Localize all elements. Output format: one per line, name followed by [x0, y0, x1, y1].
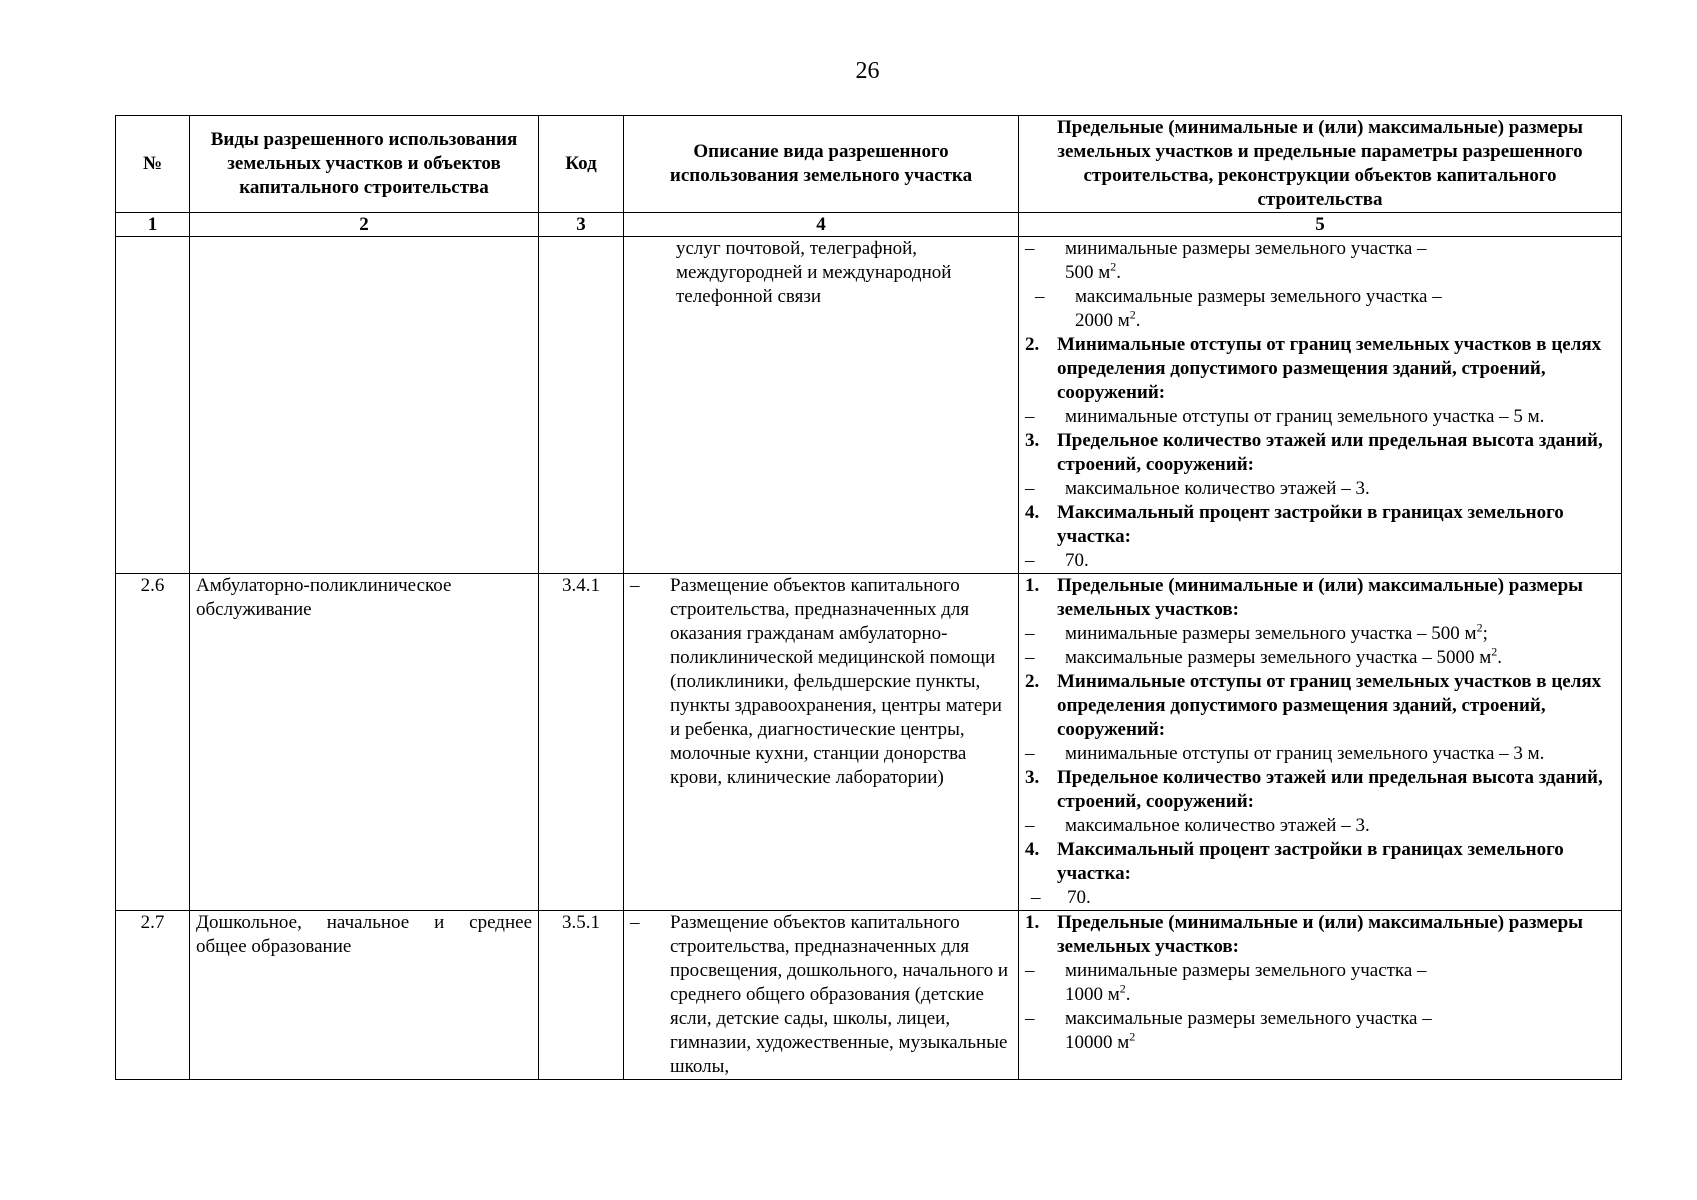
column-number: 2 — [190, 213, 539, 237]
param-heading — [1025, 429, 1615, 477]
param-heading — [1025, 838, 1615, 886]
dash-marker: – — [1025, 623, 1035, 644]
param-tail: . — [1116, 262, 1122, 283]
row-description — [624, 237, 1019, 574]
column-number: 3 — [539, 213, 624, 237]
header-code: Код — [539, 116, 624, 213]
table-row — [116, 237, 1622, 574]
param-heading — [1025, 501, 1615, 549]
description-continuation: услуг почтовой, телеграфной, междугородней и международной телефонной связи — [676, 238, 952, 307]
param-sup: 2 — [1129, 307, 1136, 322]
use-type-line: Дошкольное, начальное и среднее — [196, 912, 532, 933]
table-row — [116, 911, 1622, 1080]
param-value: 1000 м — [1065, 984, 1120, 1005]
table-row — [116, 574, 1622, 911]
row-number: 2.7 — [116, 911, 190, 1080]
param-tail: ; — [1482, 623, 1488, 644]
param-heading-text: Максимальный процент застройки в границах земельного участка: — [1057, 839, 1564, 884]
dash-marker: – — [630, 575, 640, 596]
param-item — [1025, 1007, 1615, 1055]
dash-marker: – — [1025, 406, 1035, 427]
item-number: 2. — [1025, 334, 1040, 355]
row-number: 2.6 — [116, 574, 190, 911]
param-heading-text: Минимальные отступы от границ земельных участков в целях определения допустимого размещения зданий, строений, сооружений: — [1057, 671, 1602, 740]
dash-marker: – — [1035, 286, 1045, 307]
page-number: 26 — [855, 58, 880, 84]
header-description: Описание вида разрешенного использования земельного участка — [624, 116, 1019, 213]
param-heading-text: Максимальный процент застройки в границах земельного участка: — [1057, 502, 1564, 547]
dash-marker: – — [1025, 550, 1035, 571]
param-text: минимальные размеры земельного участка – — [1065, 960, 1427, 981]
row-number — [116, 237, 190, 574]
header-number: № — [116, 116, 190, 213]
param-sup: 2 — [1491, 644, 1498, 659]
param-text: максимальное количество этажей – 3. — [1065, 815, 1370, 836]
dash-marker: – — [1025, 743, 1035, 764]
item-number: 1. — [1025, 912, 1040, 933]
param-heading — [1025, 574, 1615, 622]
header-use-type: Виды разрешенного использования земельных участков и объектов капитального строительства — [190, 116, 539, 213]
row-use-type — [190, 911, 539, 1080]
table-header-row — [116, 116, 1622, 213]
param-value: 500 м — [1065, 262, 1111, 283]
row-code: 3.4.1 — [539, 574, 624, 911]
param-heading — [1025, 766, 1615, 814]
header-parameters: Предельные (минимальные и (или) максимальные) размеры земельных участков и предельные параметры разрешенного строительства, реконструкции объектов капитального строительства — [1019, 116, 1622, 213]
param-item — [1025, 549, 1615, 573]
column-number: 1 — [116, 213, 190, 237]
param-text: 70. — [1067, 887, 1091, 908]
param-item — [1025, 814, 1615, 838]
param-tail: . — [1497, 647, 1502, 668]
row-parameters — [1019, 237, 1622, 574]
param-item — [1025, 959, 1615, 1007]
param-item — [1025, 886, 1615, 910]
dash-marker: – — [1025, 960, 1035, 981]
param-text: минимальные размеры земельного участка – 500 м — [1065, 623, 1477, 644]
param-value: 2000 м — [1075, 310, 1130, 331]
param-heading-text: Предельные (минимальные и (или) максимальные) размеры земельных участков: — [1057, 912, 1584, 957]
param-sup: 2 — [1476, 620, 1483, 635]
row-use-type — [190, 237, 539, 574]
column-numbers-row — [116, 213, 1622, 237]
param-text: максимальные размеры земельного участка – 5000 м — [1065, 647, 1492, 668]
param-item — [1025, 285, 1615, 333]
param-text: минимальные отступы от границ земельного участка – 3 м. — [1065, 743, 1545, 764]
dash-marker: – — [1025, 647, 1035, 668]
item-number: 4. — [1025, 839, 1040, 860]
row-code: 3.5.1 — [539, 911, 624, 1080]
param-tail: . — [1135, 310, 1141, 331]
param-sup: 2 — [1129, 1029, 1136, 1044]
dash-marker: – — [630, 912, 640, 933]
param-text: максимальные размеры земельного участка – — [1075, 286, 1442, 307]
param-text: минимальные размеры земельного участка – — [1065, 238, 1427, 259]
column-number: 5 — [1019, 213, 1622, 237]
param-heading-text: Минимальные отступы от границ земельных участков в целях определения допустимого размещения зданий, строений, сооружений: — [1057, 334, 1602, 403]
item-number: 4. — [1025, 502, 1040, 523]
param-text: максимальные размеры земельного участка – — [1065, 1008, 1432, 1029]
description-text: Размещение объектов капитального строительства, предназначенных для просвещения, дошкольного, начального и среднего общего образования (детские ясли, детские сады, школы, лицеи, гимназии, художественные, музыкальные школы, — [670, 912, 1009, 1077]
item-number: 2. — [1025, 671, 1040, 692]
param-heading-text: Предельное количество этажей или предельная высота зданий, строений, сооружений: — [1057, 430, 1603, 475]
param-item — [1025, 646, 1615, 670]
dash-marker: – — [1025, 1008, 1035, 1029]
param-item — [1025, 622, 1615, 646]
column-number: 4 — [624, 213, 1019, 237]
param-sup: 2 — [1110, 259, 1117, 274]
param-heading — [1025, 911, 1615, 959]
param-text: максимальное количество этажей – 3. — [1065, 478, 1370, 499]
row-code — [539, 237, 624, 574]
land-use-table — [115, 115, 1622, 1080]
row-description — [624, 574, 1019, 911]
description-text: Размещение объектов капитального строительства, предназначенных для оказания гражданам амбулаторно-поликлинической медицинской помощи (поликлиники, фельдшерские пункты, пункты здравоохранения, центры матери и ребенка, диагностические центры, молочные кухни, станции донорства крови, клинические лаборатории) — [670, 575, 1002, 788]
row-description — [624, 911, 1019, 1080]
dash-marker: – — [1025, 478, 1035, 499]
param-heading — [1025, 333, 1615, 405]
row-parameters — [1019, 911, 1622, 1080]
dash-marker: – — [1025, 238, 1035, 259]
param-item — [1025, 405, 1615, 429]
param-item — [1025, 477, 1615, 501]
param-item — [1025, 237, 1615, 285]
dash-marker: – — [1031, 887, 1041, 908]
param-heading-text: Предельные (минимальные и (или) максимальные) размеры земельных участков: — [1057, 575, 1584, 620]
use-type-line: общее образование — [196, 936, 352, 957]
row-use-type: Амбулаторно-поликлиническое обслуживание — [190, 574, 539, 911]
item-number: 3. — [1025, 430, 1040, 451]
item-number: 3. — [1025, 767, 1040, 788]
param-heading-text: Предельное количество этажей или предельная высота зданий, строений, сооружений: — [1057, 767, 1603, 812]
param-tail: . — [1125, 984, 1131, 1005]
param-value: 10000 м — [1065, 1032, 1130, 1053]
param-item — [1025, 742, 1615, 766]
param-text: 70. — [1065, 550, 1089, 571]
param-text: минимальные отступы от границ земельного участка – 5 м. — [1065, 406, 1545, 427]
dash-marker: – — [1025, 815, 1035, 836]
item-number: 1. — [1025, 575, 1040, 596]
param-heading — [1025, 670, 1615, 742]
row-parameters — [1019, 574, 1622, 911]
param-sup: 2 — [1119, 981, 1126, 996]
